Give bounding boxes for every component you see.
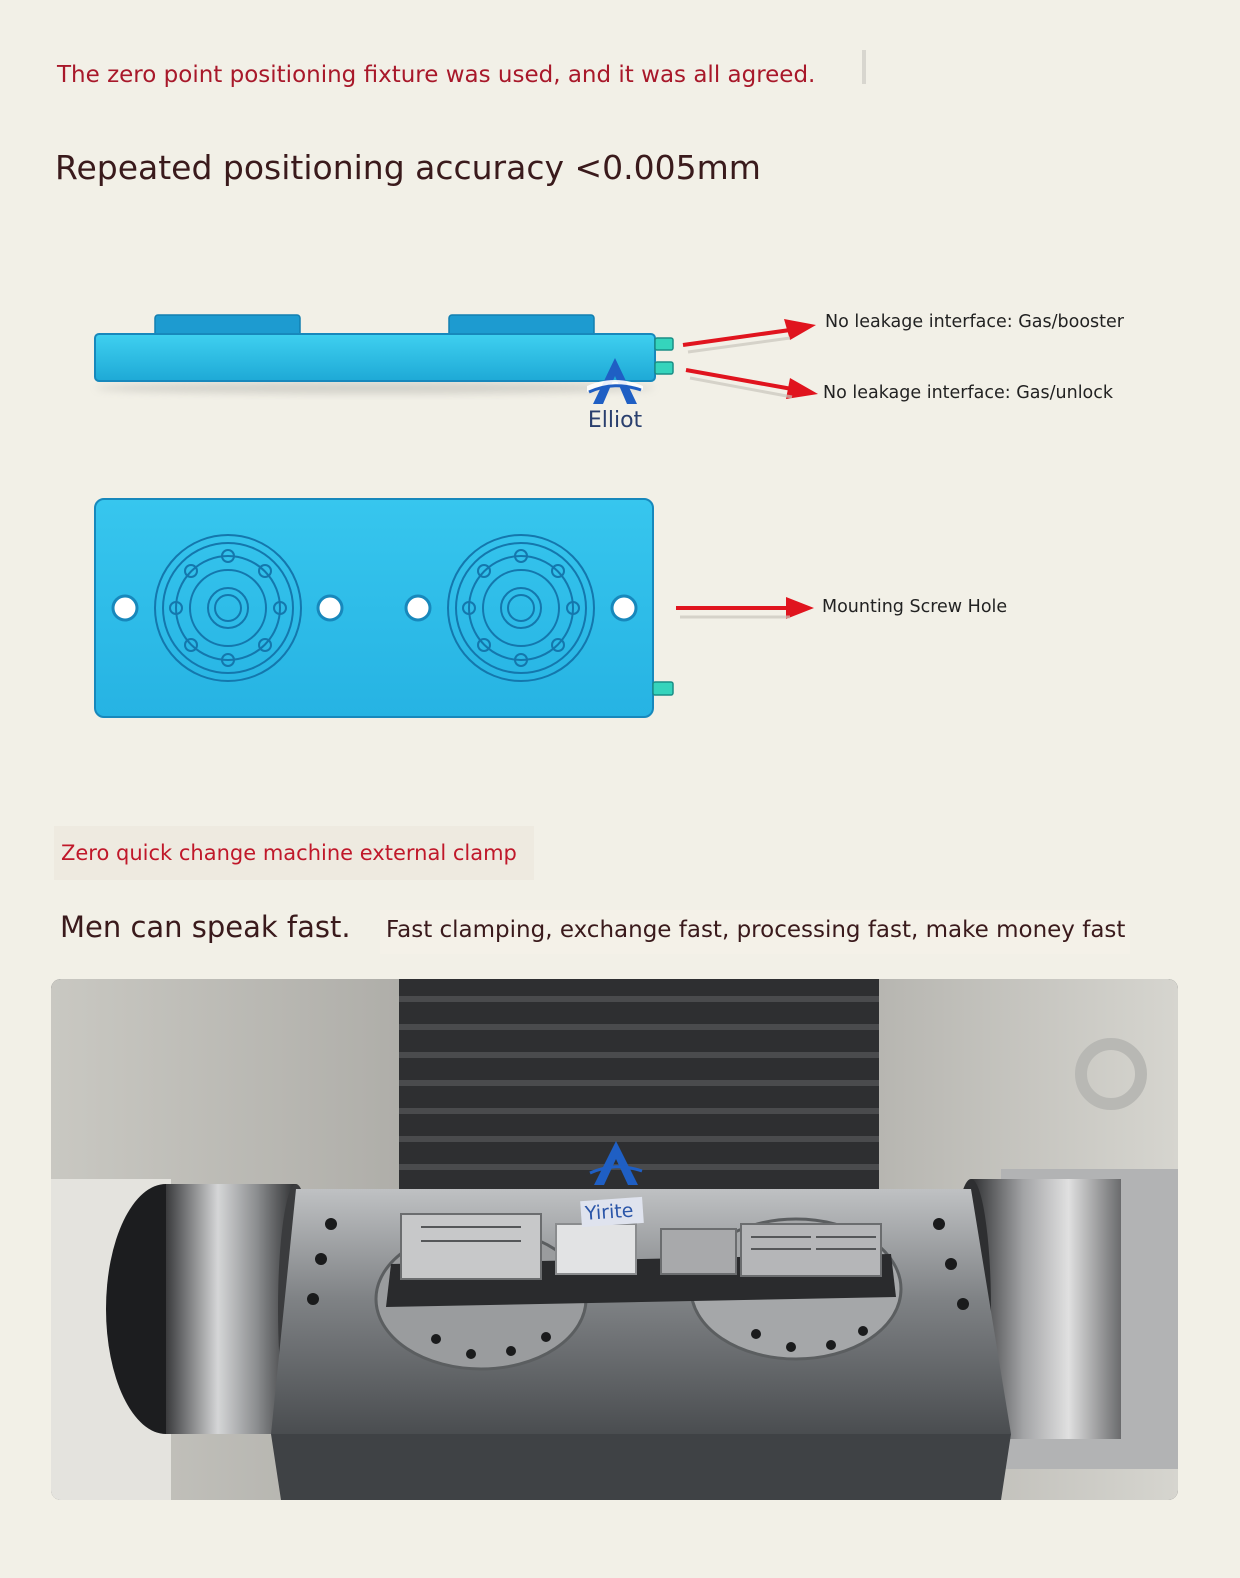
arrow-unlock xyxy=(686,370,818,399)
callout-booster: No leakage interface: Gas/booster xyxy=(825,312,1124,332)
elliot-brand-text: Elliot xyxy=(587,408,643,433)
accuracy-heading: Repeated positioning accuracy <0.005mm xyxy=(55,148,761,187)
divider xyxy=(862,50,866,84)
slogan-right: Fast clamping, exchange fast, processing fast, make money fast xyxy=(380,910,1130,954)
intro-text: The zero point positioning fixture was used, and it was all agreed. xyxy=(57,62,816,88)
elliot-logo xyxy=(570,356,660,433)
callout-unlock: No leakage interface: Gas/unlock xyxy=(823,383,1114,403)
arrow-screw-hole xyxy=(676,597,814,619)
slogan-left: Men can speak fast. xyxy=(60,910,351,944)
section-title: Zero quick change machine external clamp xyxy=(54,826,534,880)
fixture-top-view xyxy=(0,490,1240,730)
photo-watermark-tag: Yirite xyxy=(580,1197,644,1227)
arrow-booster xyxy=(683,319,816,352)
machine-photo xyxy=(51,979,1178,1500)
logo-a-icon xyxy=(585,356,645,408)
machine-illustration xyxy=(51,979,1178,1500)
callout-screw-hole: Mounting Screw Hole xyxy=(822,597,1008,617)
